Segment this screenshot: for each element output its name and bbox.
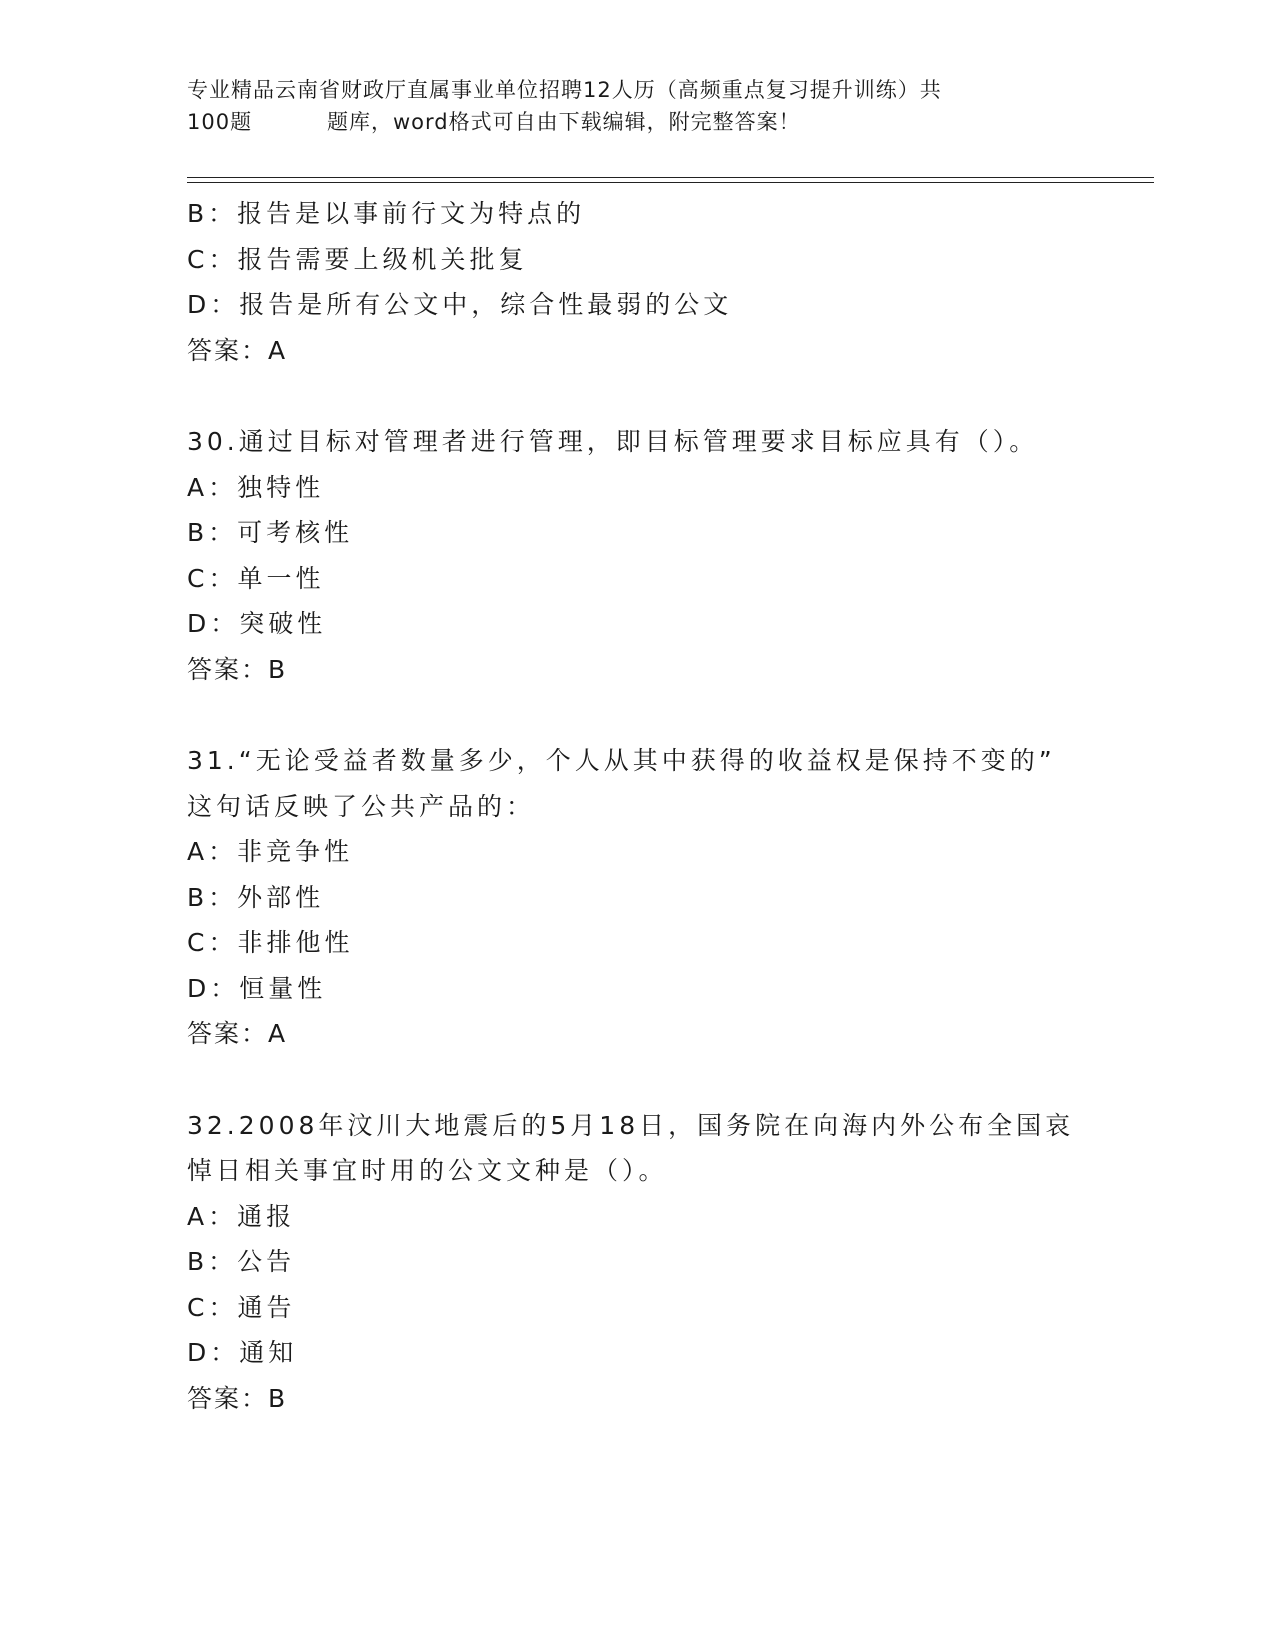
previous-question-tail — [187, 191, 1087, 373]
answer-line: 答案：B — [187, 1383, 288, 1413]
answer-line: 答案：A — [187, 1019, 288, 1048]
option-c: C：通告 — [187, 1292, 296, 1322]
option-b: B：报告是以事前行文为特点的 — [187, 199, 586, 228]
question-content — [187, 191, 1087, 1421]
option-b: B：外部性 — [187, 882, 325, 912]
option-a: A：独特性 — [187, 472, 325, 502]
answer-line: 答案：B — [187, 654, 288, 684]
question-text-line2: 这句话反映了公共产品的： — [187, 791, 536, 821]
question-30 — [187, 419, 1087, 692]
option-c: C：报告需要上级机关批复 — [187, 244, 528, 274]
question-text-line2: 悼日相关事宜时用的公文文种是（）。 — [187, 1156, 668, 1185]
question-31 — [187, 738, 1087, 1057]
question-text-line1: 31.“无论受益者数量多少，个人从其中获得的收益权是保持不变的” — [187, 746, 1056, 775]
option-d: D：恒量性 — [187, 973, 327, 1003]
document-header — [187, 74, 1087, 138]
option-b: B：可考核性 — [187, 518, 354, 547]
header-divider-top — [187, 177, 1154, 178]
option-a: A：非竞争性 — [187, 837, 354, 866]
option-c: C：单一性 — [187, 563, 325, 593]
header-title-line2 — [187, 106, 1087, 138]
question-text-line1: 32.2008年汶川大地震后的5月18日，国务院在向海内外公布全国哀 — [187, 1110, 1075, 1140]
answer-line: 答案：A — [187, 335, 288, 365]
question-text: 30.通过目标对管理者进行管理，即目标管理要求目标应具有（）。 — [187, 427, 1039, 456]
header-divider-bottom — [187, 182, 1154, 183]
header-title-line1: 专业精品云南省财政厅直属事业单位招聘12人历（高频重点复习提升训练）共 — [187, 78, 942, 102]
option-c: C：非排他性 — [187, 928, 354, 957]
option-a: A：通报 — [187, 1201, 296, 1231]
option-b: B：公告 — [187, 1247, 296, 1276]
option-d: D：通知 — [187, 1338, 298, 1367]
option-d: D：报告是所有公文中，综合性最弱的公文 — [187, 290, 733, 319]
option-d: D：突破性 — [187, 609, 327, 638]
question-32 — [187, 1103, 1087, 1422]
header-description: 题库，word格式可自由下载编辑，附完整答案！ — [327, 110, 801, 134]
header-question-count: 100题 — [187, 110, 253, 134]
